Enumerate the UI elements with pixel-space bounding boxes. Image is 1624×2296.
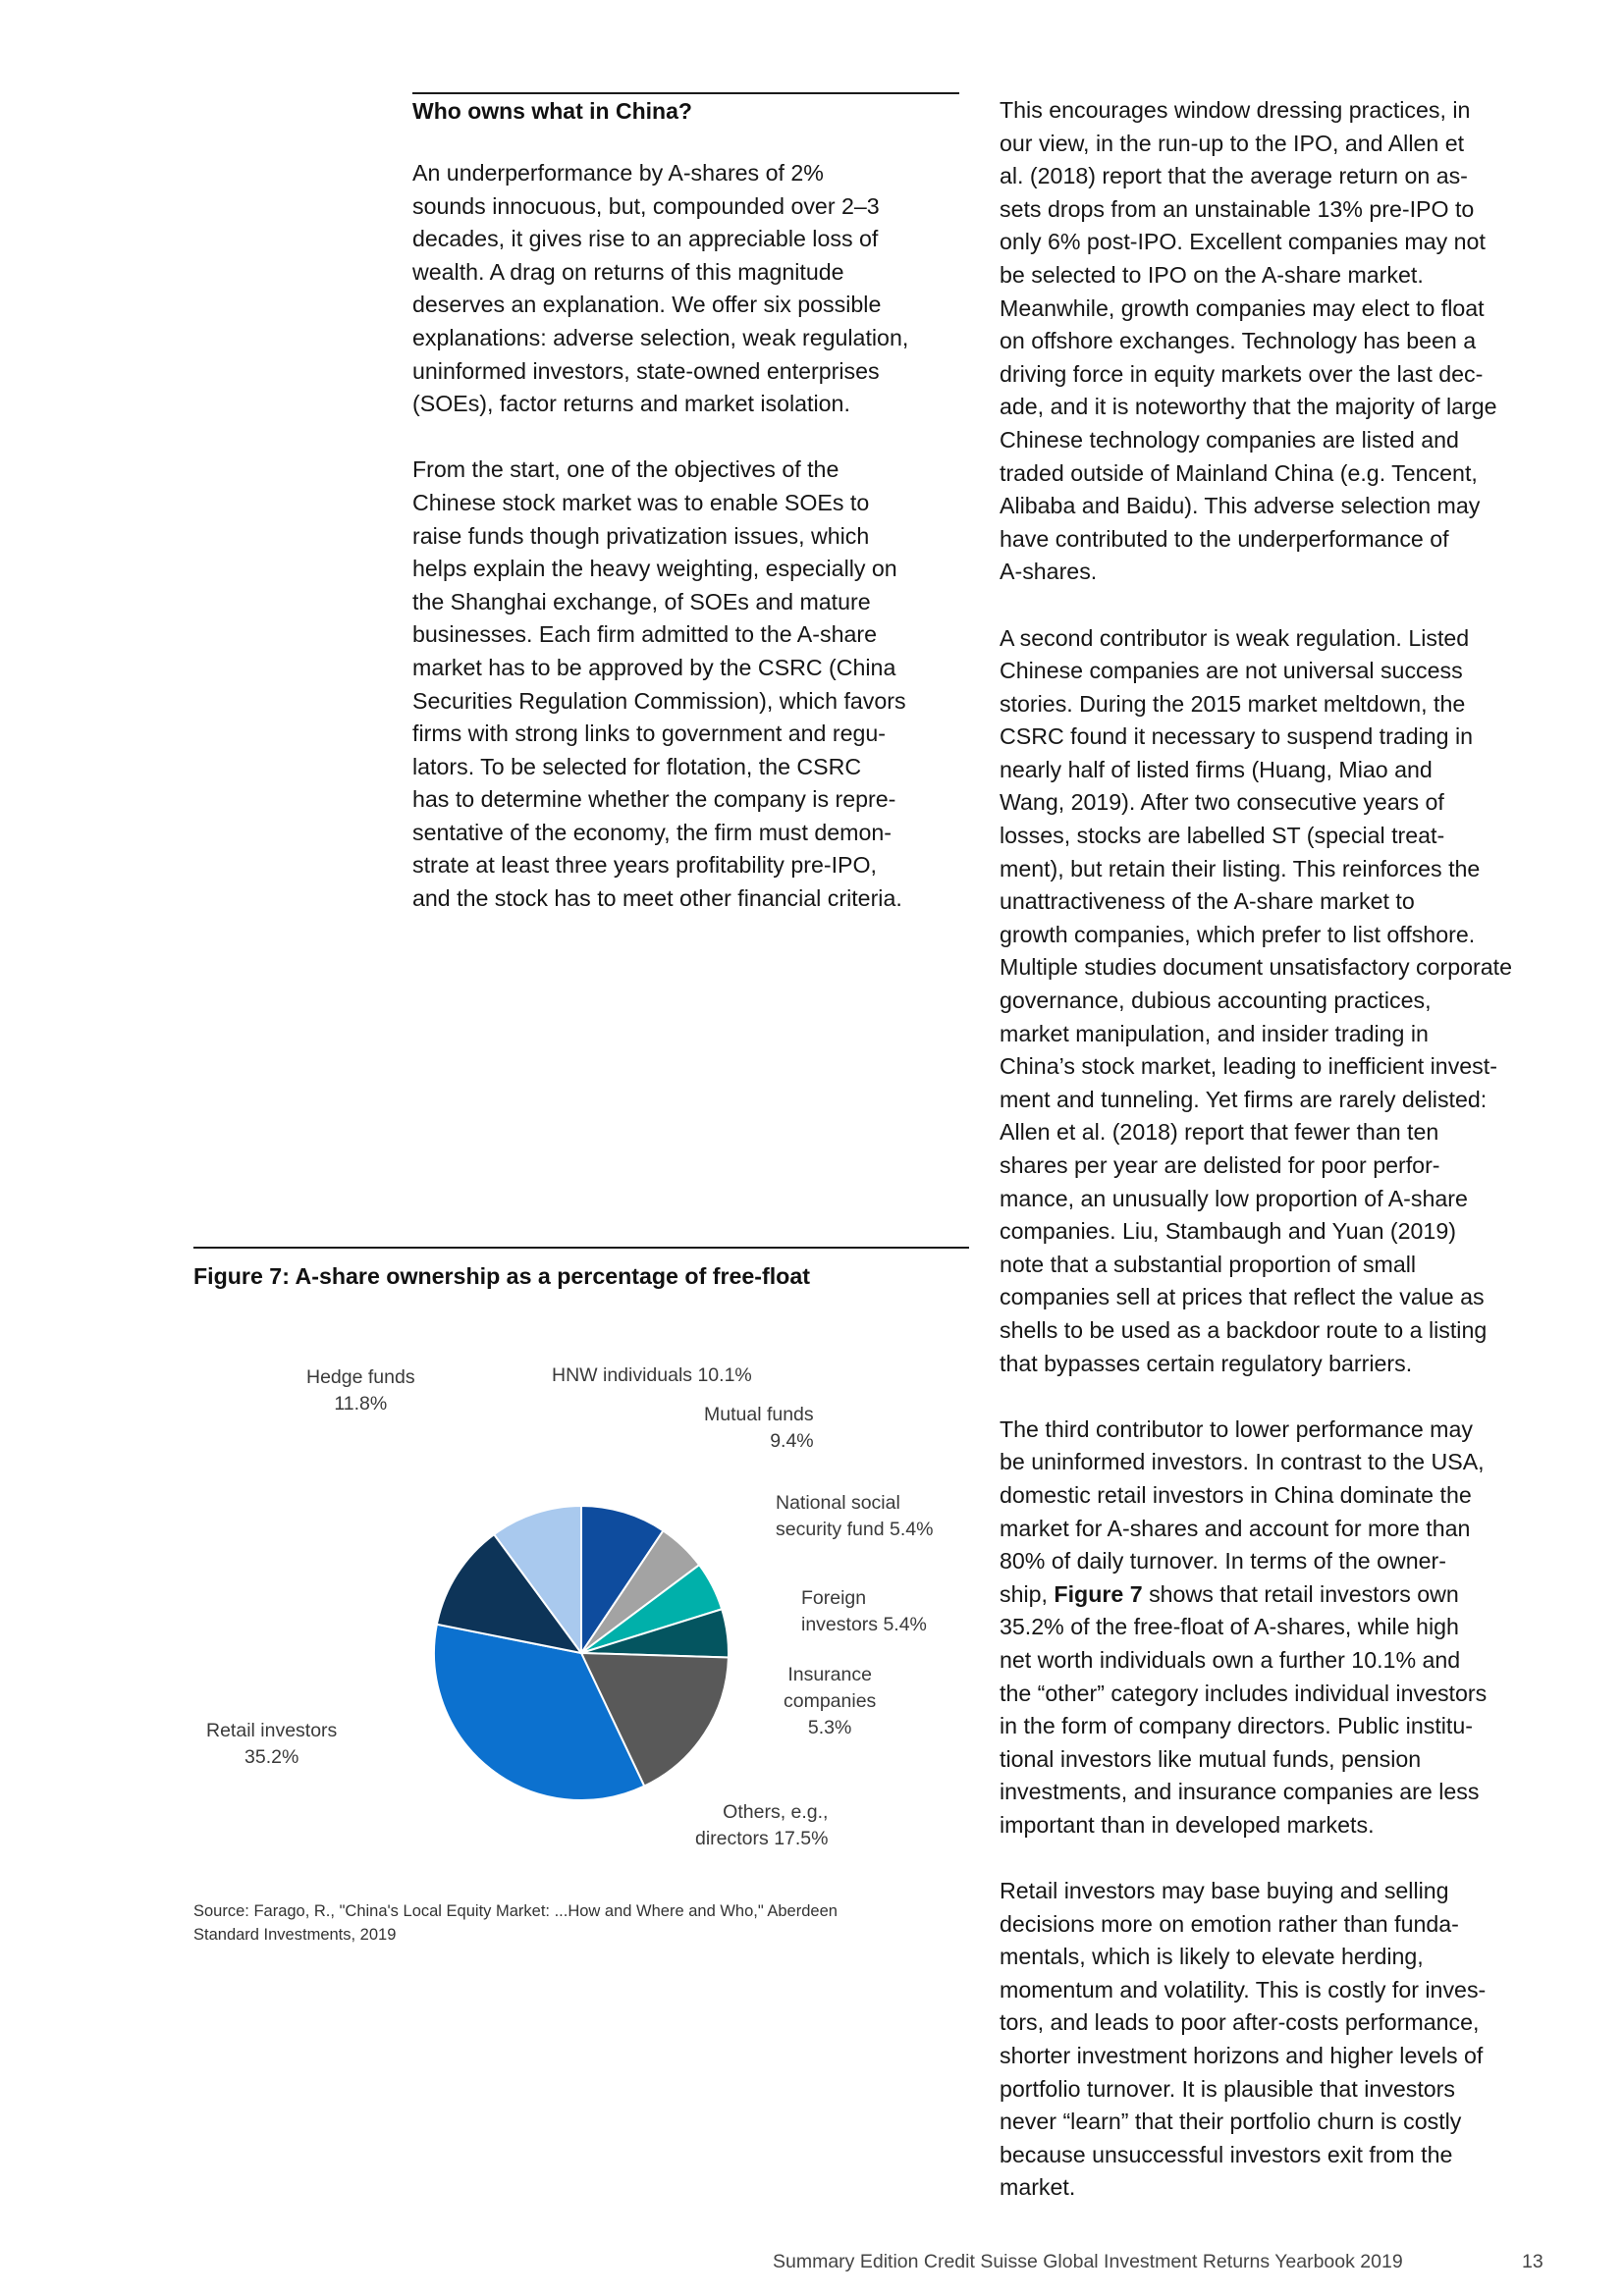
label-insurance-line-2: companies	[784, 1690, 877, 1712]
right-paragraph-4: Retail investors may base buying and selling decisions more on emotion rather than funda- mentals, which is likely to elevate herding, momentum and volatility. This is costly for inves- tors, and leads to poor after-costs performance, shorter investment horizons and higher levels of portfolio turnover. It is plausible that investors never “learn” that their portfolio churn is costly because unsuccessful investors exit from the market.	[1000, 1878, 1487, 2201]
sidebar-body	[412, 157, 982, 916]
right-paragraph-2: A second contributor is weak regulation. Listed Chinese companies are not universal success stories. During the 2015 market meltdown, the CSRC found it necessary to suspend trading in nearly half of listed firms (Huang, Miao and Wang, 2019). After two consecutive years of losses, stocks are labelled ST (special treat- ment), but retain their listing. This reinforces the unattractiveness of the A-share market to growth companies, which prefer to list offshore. Multiple studies document unsatisfactory corporate governance, dubious accounting practices, market manipulation, and insider trading in China’s stock market, leading to inefficient invest- ment and tunneling. Yet firms are rarely delisted: Allen et al. (2018) report that fewer than ten shares per year are delisted for poor perfor- mance, an unusually low proportion of A-share companies. Liu, Stambaugh and Yuan (2019) note that a substantial proportion of small companies sell at prices that reflect the value as shells to be used as a backdoor route to a listing that bypasses certain regulatory barriers.	[1000, 624, 1512, 1376]
label-foreign-investors	[801, 1585, 927, 1638]
label-foreign-line-1: Foreign	[801, 1587, 867, 1609]
label-mutual-funds	[704, 1402, 814, 1455]
label-retail-investors	[206, 1718, 337, 1771]
label-nssf-line-1: National social	[776, 1492, 900, 1514]
paragraph-3-text-before: The third contributor to lower performance may be uninformed investors. In contrast to the USA, domestic retail investors in China dominate the market for A-shares and account for more than 80% of daily turnover. In terms of the owner- ship,	[1000, 1415, 1485, 1607]
label-hnw-individuals	[552, 1362, 752, 1389]
label-hnw-text: HNW individuals 10.1%	[552, 1364, 752, 1386]
label-retail-line-2: 35.2%	[244, 1746, 299, 1768]
sidebar-paragraph-2: From the start, one of the objectives of the Chinese stock market was to enable SOEs to raise funds though privatization issues, which helps explain the heavy weighting, especially on the Shanghai exchange, of SOEs and mature businesses. Each firm admitted to the A-share market has to be approved by the CSRC (China Securities Regulation Commission), which favors firms with strong links to government and regu- lators. To be selected for flotation, the CSRC has to determine whether the company is repre- sentative of the economy, the firm must demon- strate at least three years profitability pre-IPO, and the stock has to meet other financial criteria.	[412, 456, 906, 912]
figure-title: Figure 7: A-share ownership as a percentage of free-float	[193, 1263, 810, 1289]
footer-title: Summary Edition Credit Suisse Global Investment Returns Yearbook 2019	[773, 2251, 1403, 2272]
right-paragraph-1: This encourages window dressing practices, in our view, in the run-up to the IPO, and Allen et al. (2018) report that the average return on as- sets drops from an unstainable 13% pre-IPO to only 6% post-IPO. Excellent companies may not be selected to IPO on the A-share market. Meanwhile, growth companies may elect to float on offshore exchanges. Technology has been a driving force in equity markets over the last dec- ade, and it is noteworthy that the majority of large Chinese technology companies are listed and traded outside of Mainland China (e.g. Tencent, Alibaba and Baidu). This adverse selection may have contributed to the underperformance of A-shares.	[1000, 97, 1497, 585]
label-insurance-companies	[784, 1662, 876, 1741]
pie-chart	[187, 1345, 972, 1875]
right-paragraph-3	[1000, 1414, 1579, 1842]
page-number: 13	[1522, 2251, 1543, 2272]
label-retail-line-1: Retail investors	[206, 1720, 338, 1741]
right-column	[1000, 94, 1579, 2205]
label-mutual-line-1: Mutual funds	[704, 1404, 814, 1425]
label-insurance-line-1: Insurance	[787, 1664, 872, 1685]
label-hedge-funds	[306, 1364, 415, 1417]
sidebar-title: Who owns what in China?	[412, 98, 692, 124]
sidebar-paragraph-1: An underperformance by A-shares of 2% sounds innocuous, but, compounded over 2–3 decades, it gives rise to an appreciable loss of wealth. A drag on returns of this magnitude deserves an explanation. We offer six possible explanations: adverse selection, weak regulation, uninformed investors, state-owned enterprises (SOEs), factor returns and market isolation.	[412, 160, 909, 417]
label-national-social-security-fund	[776, 1490, 933, 1543]
sidebar-top-rule	[412, 92, 959, 94]
label-others-line-2: directors 17.5%	[695, 1828, 829, 1849]
label-hedge-line-1: Hedge funds	[306, 1366, 415, 1388]
label-others-directors	[695, 1799, 828, 1852]
label-hedge-line-2: 11.8%	[334, 1393, 388, 1415]
paragraph-3-text-after: shows that retail investors own 35.2% of the free-float of A-shares, while high net worth individuals own a further 10.1% and the “other” category includes individual investors in the form of company directors. Public institu- tional investors like mutual funds, pension investments, and insurance companies are less important than in developed markets.	[1000, 1580, 1488, 1838]
label-nssf-line-2: security fund 5.4%	[776, 1519, 934, 1540]
figure-source	[193, 1900, 910, 1947]
label-foreign-line-2: investors 5.4%	[801, 1614, 927, 1635]
figure-7-reference: Figure 7	[1054, 1580, 1143, 1607]
label-mutual-line-2: 9.4%	[770, 1430, 814, 1452]
label-insurance-line-3: 5.3%	[807, 1717, 852, 1738]
figure-top-rule	[193, 1247, 969, 1249]
label-others-line-1: Others, e.g.,	[723, 1801, 829, 1823]
figure-source-text: Source: Farago, R., "China's Local Equity Market: ...How and Where and Who," Aberdeen Standard Investments, 2019	[193, 1902, 838, 1944]
